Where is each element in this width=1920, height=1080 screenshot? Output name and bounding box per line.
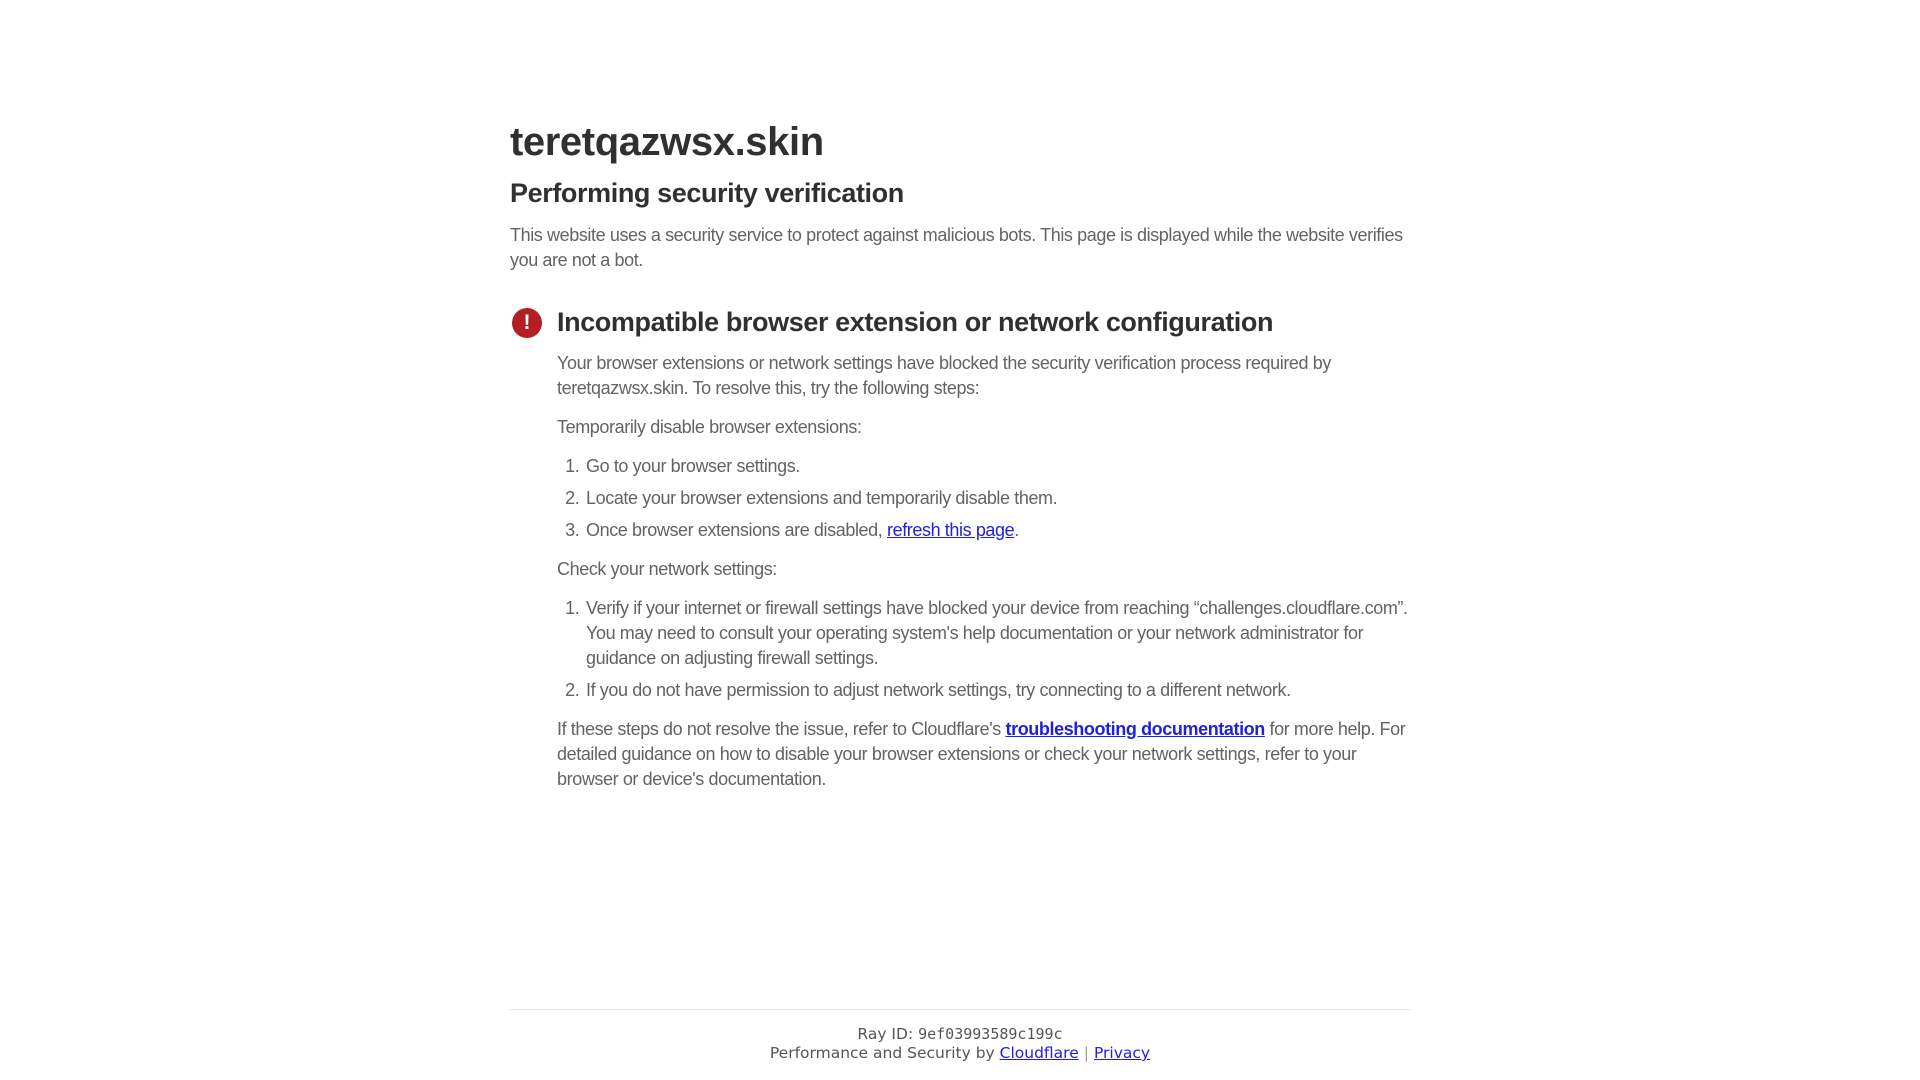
content-container <box>510 0 1410 1080</box>
list-item: 2. Locate your browser extensions and temporarily disable them. <box>584 486 1410 511</box>
closing-text: If these steps do not resolve the issue, refer to Cloudflare's <box>557 719 1006 740</box>
closing-paragraph <box>557 717 1410 792</box>
list-item-text: Once browser extensions are disabled, <box>586 520 887 541</box>
error-header <box>510 307 1410 338</box>
list-item: 1. Verify if your internet or firewall settings have blocked your device from reaching “challenges.cloudflare.com”. You may need to consult your operating system's help documentation or your network administrator for guidance on adjusting firewall settings. <box>584 596 1410 671</box>
verification-subtitle: Performing security verification <box>510 178 904 208</box>
error-exclamation-icon: ! <box>512 308 542 338</box>
credit-line <box>510 1044 1410 1063</box>
cloudflare-link[interactable]: Cloudflare <box>999 1044 1079 1062</box>
error-section <box>510 307 1410 792</box>
list-item-text: . <box>1014 520 1019 541</box>
troubleshooting-documentation-link[interactable]: troubleshooting documentation <box>1005 719 1265 740</box>
verification-description: This website uses a security service to protect against malicious bots. This page is displayed while the website verifies you are not a bot. <box>510 225 1403 271</box>
extension-steps-list <box>557 454 1410 543</box>
footer <box>510 1009 1410 1080</box>
privacy-link[interactable]: Privacy <box>1093 1044 1151 1062</box>
ray-id-value: 9ef03993589c199c <box>918 1025 1063 1043</box>
extension-steps-title: Temporarily disable browser extensions: <box>557 417 862 438</box>
network-steps-list <box>557 596 1410 703</box>
list-item: 1. Go to your browser settings. <box>584 454 1410 479</box>
network-steps-title: Check your network settings: <box>557 559 777 580</box>
ray-id-line <box>510 1025 1410 1044</box>
refresh-page-link[interactable]: refresh this page <box>886 520 1015 541</box>
list-item <box>584 518 1410 543</box>
list-item: 2. If you do not have permission to adjust network settings, try connecting to a different network. <box>584 678 1410 703</box>
credit-separator: | <box>1083 1044 1089 1062</box>
ray-id-label: Ray ID: <box>857 1025 919 1043</box>
error-heading: Incompatible browser extension or network configuration <box>557 307 1274 338</box>
error-intro: Your browser extensions or network settings have blocked the security verification process required by teretqazwsx.skin. To resolve this, try the following steps: <box>557 353 1331 399</box>
error-body <box>557 351 1410 792</box>
credit-text: Performance and Security by <box>769 1044 1000 1062</box>
closing-text: for more help. For detailed guidance on how to disable your browser extensions or check your network settings, refer to your browser or device's documentation. <box>557 719 1406 790</box>
site-title: teretqazwsx.skin <box>510 120 824 164</box>
